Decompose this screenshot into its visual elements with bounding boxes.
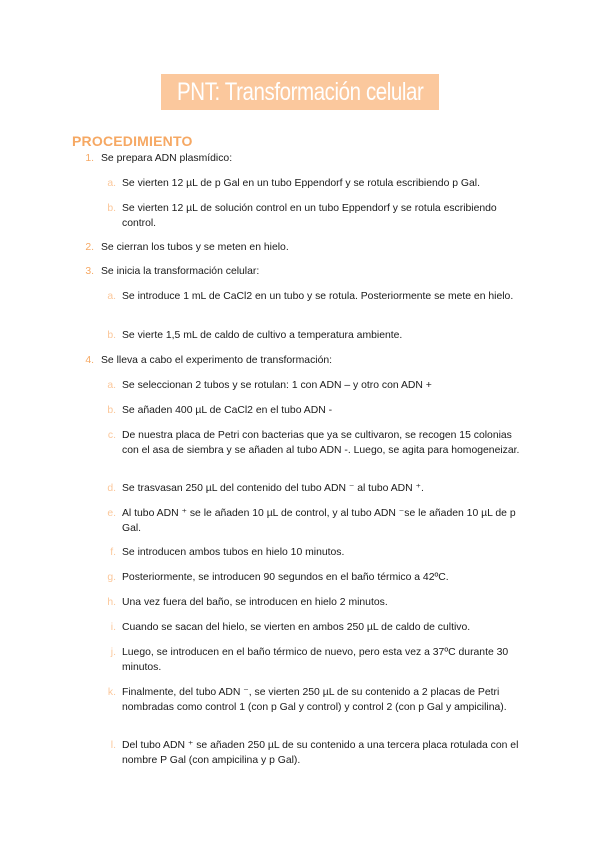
list-text: Posteriormente, se introducen 90 segundos en el baño térmico a 42ºC. [122,572,449,583]
list-marker: l. [110,740,116,751]
list-text: Se vierten 12 µL de p Gal en un tubo Eppendorf y se rotula escribiendo p Gal. [122,178,480,189]
list-marker: 1. [85,153,94,164]
list-marker: j. [110,647,116,658]
page-title-text: PNT: Transformación celular [176,77,424,106]
list-text: Se trasvasan 250 µL del contenido del tubo ADN ⁻ al tubo ADN ⁺. [122,483,424,494]
list-text: Luego, se introducen en el baño térmico de nuevo, pero esta vez a 37ºC durante 30 minutos. [122,647,509,673]
list-marker: k. [107,687,116,698]
list-marker: g. [107,572,116,583]
list-marker: b. [107,203,116,214]
list-text: Se prepara ADN plasmídico: [101,153,233,164]
list-text: Se introducen ambos tubos en hielo 10 minutos. [122,547,345,558]
list-text: Del tubo ADN ⁺ se añaden 250 µL de su contenido a una tercera placa rotulada con el nombre P Gal (con ampicilina y p Gal). [122,740,519,766]
list-text: Se inicia la transformación celular: [101,266,260,277]
list-text: De nuestra placa de Petri con bacterias que ya se cultivaron, se recogen 15 colonias con el asa de siembra y se añaden al tubo ADN -. Luego, se agita para homogeneizar. [122,430,520,456]
list-text: Una vez fuera del baño, se introducen en hielo 2 minutos. [122,597,388,608]
list-text: Se añaden 400 µL de CaCl2 en el tubo ADN - [122,405,333,416]
list-marker: c. [107,430,116,441]
list-marker: f. [110,547,116,558]
list-text: Se lleva a cabo el experimento de transformación: [101,355,333,366]
list-marker: e. [107,508,116,519]
list-text: Se vierten 12 µL de solución control en un tubo Eppendorf y se rotula escribiendo control. [122,203,497,229]
list-text: Se introduce 1 mL de CaCl2 en un tubo y se rotula. Posteriormente se mete en hielo. [122,291,514,302]
list-marker: d. [107,483,116,494]
list-text: Se cierran los tubos y se meten en hielo. [101,242,289,253]
section-heading: PROCEDIMIENTO [72,133,193,149]
list-text: Cuando se sacan del hielo, se vierten en ambos 250 µL de caldo de cultivo. [122,622,471,633]
list-text: Se vierte 1,5 mL de caldo de cultivo a temperatura ambiente. [122,330,403,341]
list-marker: b. [107,405,116,416]
list-marker: 4. [85,355,94,366]
list-text: Al tubo ADN ⁺ se le añaden 10 µL de control, y al tubo ADN ⁻se le añaden 10 µL de p Gal. [122,508,516,534]
list-marker: a. [107,291,116,302]
list-marker: b. [107,330,116,341]
list-marker: a. [107,380,116,391]
list-marker: 3. [85,266,94,277]
list-marker: a. [107,178,116,189]
list-text: Finalmente, del tubo ADN ⁻, se vierten 250 µL de su contenido a 2 placas de Petri nombradas como control 1 (con p Gal y control) y control 2 (con p Gal y ampicilina). [122,687,507,713]
page-title [161,74,439,110]
list-marker: 2. [85,242,94,253]
list-marker: h. [107,597,116,608]
list-marker: i. [110,622,116,633]
list-text: Se seleccionan 2 tubos y se rotulan: 1 con ADN – y otro con ADN + [122,380,432,391]
